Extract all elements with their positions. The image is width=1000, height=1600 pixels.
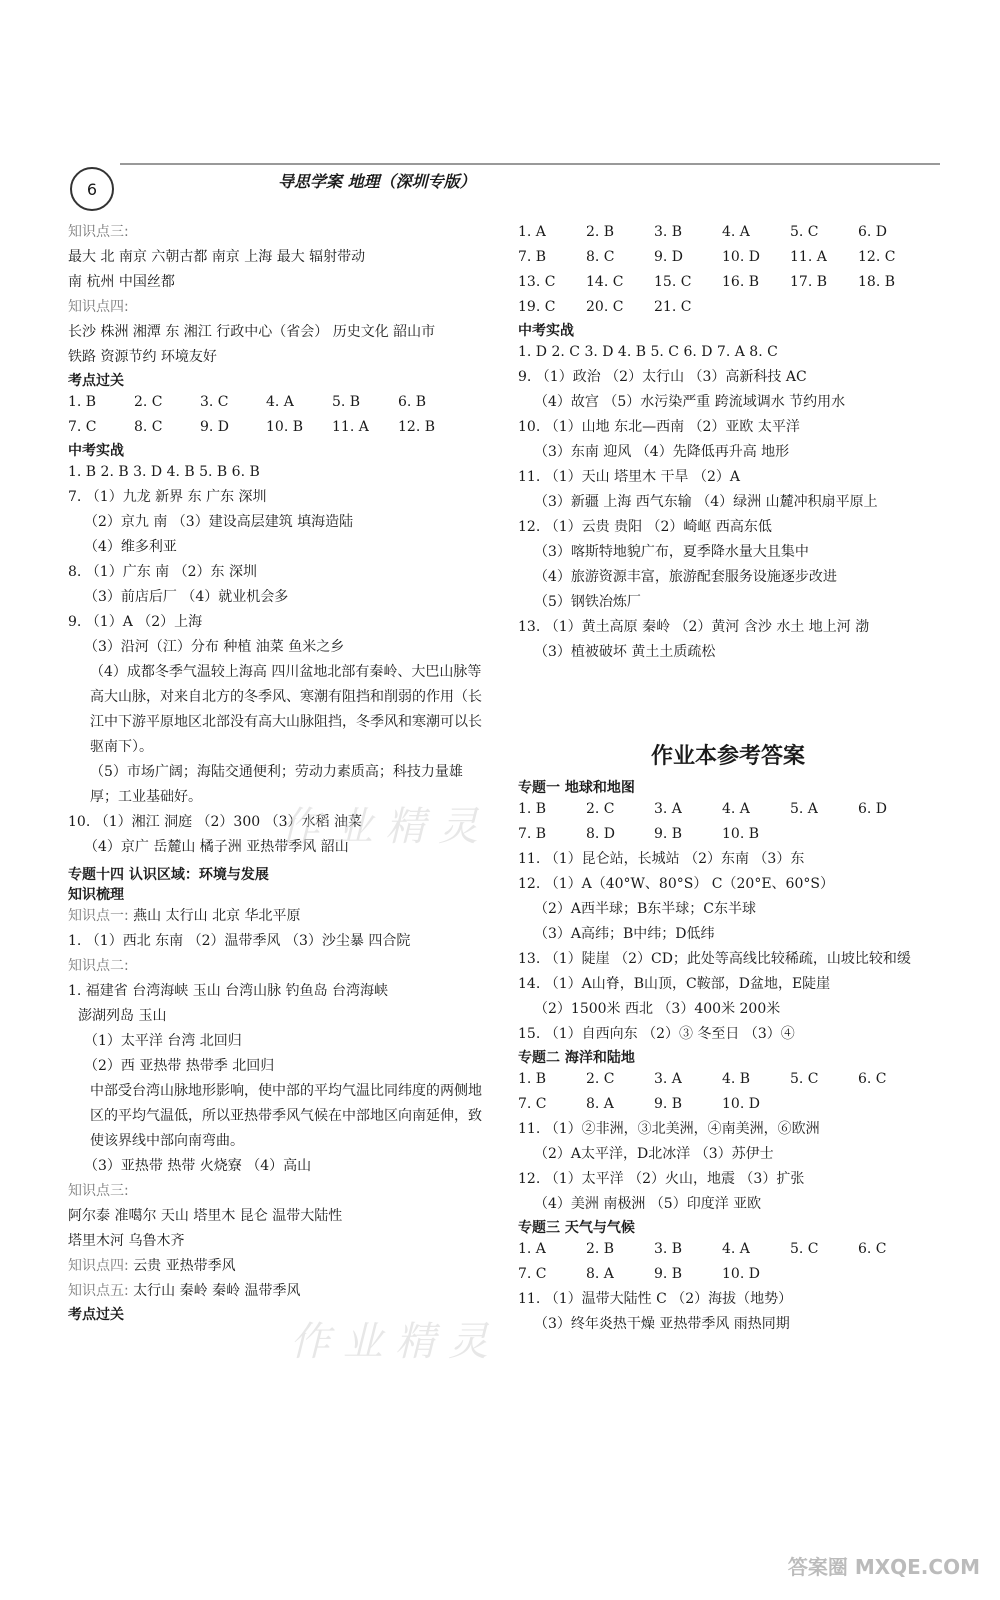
answer-item: 6. D <box>858 224 888 240</box>
text-span: 太行山 秦岭 秦岭 温带季风 <box>133 1283 301 1299</box>
answer-item: 6. C <box>858 1241 887 1257</box>
section-heading: 中考实战 <box>518 323 574 339</box>
text-line: 13. （1）黄土高原 秦岭 （2）黄河 含沙 水土 地上河 渤 <box>518 619 870 635</box>
kp-heading: 知识点三: <box>68 1183 129 1199</box>
text-line: （2）西 亚热带 热带季 北回归 <box>84 1058 275 1074</box>
text-line: 阿尔泰 准噶尔 天山 塔里木 昆仑 温带大陆性 <box>68 1208 343 1224</box>
topic-heading: 专题一 地球和地图 <box>518 780 635 796</box>
section-heading: 知识梳理 <box>68 887 124 903</box>
text-line: （4）美洲 南极洲 （5）印度洋 亚欧 <box>534 1196 762 1212</box>
answer-item: 8. A <box>586 1266 614 1282</box>
answer-item: 9. D <box>200 419 230 435</box>
text-line: 12. （1）A（40°W、80°S） C（20°E、60°S） <box>518 876 834 892</box>
answer-item: 19. C <box>518 299 556 315</box>
answer-item: 1. B <box>518 1071 547 1087</box>
answer-item: 14. C <box>586 274 624 290</box>
answer-item: 5. B <box>332 394 361 410</box>
text-line: 11. （1）昆仑站，长城站 （2）东南 （3）东 <box>518 851 805 867</box>
answer-item: 4. B <box>722 1071 751 1087</box>
answer-item: 5. C <box>790 224 819 240</box>
answer-item: 20. C <box>586 299 624 315</box>
text-line: （4）故宫 （5）水污染严重 跨流域调水 节约用水 <box>534 394 846 410</box>
text-line: 15. （1）自西向东 （2）③ 冬至日 （3）④ <box>518 1026 795 1042</box>
kp-heading: 知识点四: <box>68 1258 129 1274</box>
topic-heading: 专题三 天气与气候 <box>518 1220 635 1236</box>
text-line: 南 杭州 中国丝都 <box>68 274 175 290</box>
text-line: （2）A西半球；B东半球；C东半球 <box>534 901 757 917</box>
answer-item: 2. B <box>586 1241 615 1257</box>
kp-heading: 知识点三: <box>68 224 129 240</box>
answer-item: 7. B <box>518 249 547 265</box>
text-line: 1. D 2. C 3. D 4. B 5. C 6. D 7. A 8. C <box>518 344 778 360</box>
answer-item: 15. C <box>654 274 692 290</box>
paragraph: （4）成都冬季气温较上海高 四川盆地北部有秦岭、大巴山脉等高大山脉，对来自北方的冬季风、寒潮有阻挡和削弱的作用（长江中下游平原地区北部没有高大山脉阻挡，冬季风和寒潮可以长驱南下）。 <box>90 664 482 755</box>
text-line <box>68 904 488 929</box>
answer-grid <box>518 1237 938 1287</box>
kp-heading: 知识点一: <box>68 908 129 924</box>
answer-item: 13. C <box>518 274 556 290</box>
answer-item: 12. C <box>858 249 896 265</box>
text-span: 燕山 太行山 北京 华北平原 <box>133 908 301 924</box>
answer-item: 8. D <box>586 826 616 842</box>
answer-item: 2. C <box>586 1071 615 1087</box>
answer-grid <box>518 1067 938 1117</box>
answer-grid <box>518 797 938 847</box>
answer-item: 3. B <box>654 1241 683 1257</box>
text-line: （3）亚热带 热带 火烧寮 （4）高山 <box>84 1158 312 1174</box>
answer-item: 18. B <box>858 274 896 290</box>
answer-item: 1. A <box>518 1241 546 1257</box>
answer-item: 3. B <box>654 224 683 240</box>
answer-item: 5. C <box>790 1071 819 1087</box>
page-number: 6 <box>70 167 114 211</box>
page-header <box>60 155 940 205</box>
answer-item: 3. C <box>200 394 229 410</box>
answer-item: 3. A <box>654 801 682 817</box>
text-span: 云贵 亚热带季风 <box>133 1258 236 1274</box>
text-line: （3）植被破坏 黄土土质疏松 <box>534 644 716 660</box>
answer-item: 4. A <box>722 801 750 817</box>
text-line: 12. （1）太平洋 （2）火山，地震 （3）扩张 <box>518 1171 805 1187</box>
answer-item: 6. D <box>858 801 888 817</box>
header-rule <box>120 163 940 165</box>
topic-heading: 专题二 海洋和陆地 <box>518 1050 635 1066</box>
watermark: 作 业 精 灵 <box>290 1319 489 1365</box>
right-column <box>518 220 938 1337</box>
text-line <box>68 1254 488 1279</box>
answer-item: 7. C <box>518 1266 547 1282</box>
text-line <box>68 1279 488 1304</box>
text-line: （5）钢铁冶炼厂 <box>534 594 641 610</box>
text-line: （4）维多利亚 <box>84 539 177 555</box>
answer-item: 4. A <box>722 224 750 240</box>
answer-item: 10. D <box>722 249 760 265</box>
text-line: （3）终年炎热干燥 亚热带季风 雨热同期 <box>534 1316 790 1332</box>
text-line: （2）A太平洋，D北冰洋 （3）苏伊士 <box>534 1146 774 1162</box>
text-line: 最大 北 南京 六朝古都 南京 上海 最大 辐射带动 <box>68 249 366 265</box>
text-line: 13. （1）陡崖 （2）CD；此处等高线比较稀疏，山坡比较和缓 <box>518 951 911 967</box>
answer-item: 10. B <box>722 826 760 842</box>
answer-item: 6. C <box>858 1071 887 1087</box>
paragraph: 中部受台湾山脉地形影响，使中部的平均气温比同纬度的两侧地区的平均气温低，所以亚热带季风气候在中部地区向南延伸，致使该界线中部向南弯曲。 <box>90 1083 482 1149</box>
text-line: 8. （1）广东 南 （2）东 深圳 <box>68 564 257 580</box>
text-line: （3）新疆 上海 西气东输 （4）绿洲 山麓冲积扇平原上 <box>534 494 878 510</box>
answer-item: 9. D <box>654 249 684 265</box>
text-line: （1）太平洋 台湾 北回归 <box>84 1033 242 1049</box>
answer-item: 9. B <box>654 1096 683 1112</box>
text-line: （3）沿河（江）分布 种植 油菜 鱼米之乡 <box>84 639 345 655</box>
text-line: 1. 福建省 台湾海峡 玉山 台湾山脉 钓鱼岛 台湾海峡 <box>68 983 389 999</box>
answer-item: 7. B <box>518 826 547 842</box>
answer-item: 3. A <box>654 1071 682 1087</box>
answer-item: 2. C <box>134 394 163 410</box>
answer-item: 1. B <box>68 394 97 410</box>
answer-item: 12. B <box>398 419 436 435</box>
answer-item: 9. B <box>654 1266 683 1282</box>
text-line: 塔里木河 乌鲁木齐 <box>68 1233 185 1249</box>
text-line: 7. （1）九龙 新界 东 广东 深圳 <box>68 489 267 505</box>
answer-item: 6. B <box>398 394 427 410</box>
answer-item: 1. B <box>518 801 547 817</box>
text-line: （3）A高纬；B中纬；D低纬 <box>534 926 715 942</box>
text-line: （3）喀斯特地貌广布，夏季降水量大且集中 <box>534 544 809 560</box>
workbook-answers-title: 作业本参考答案 <box>650 744 805 769</box>
answer-item: 5. A <box>790 801 818 817</box>
answer-item: 10. D <box>722 1266 760 1282</box>
kp-heading: 知识点四: <box>68 299 129 315</box>
answer-item: 4. A <box>266 394 294 410</box>
answer-item: 2. B <box>586 224 615 240</box>
book-title: 导思学案 地理（深圳专版） <box>278 172 476 191</box>
answer-item: 8. A <box>586 1096 614 1112</box>
text-line: （4）旅游资源丰富，旅游配套服务设施逐步改进 <box>534 569 837 585</box>
answer-grid <box>518 220 938 320</box>
kp-heading: 知识点五: <box>68 1283 129 1299</box>
text-line: 11. （1）②非洲，③北美洲，④南美洲，⑥欧洲 <box>518 1121 820 1137</box>
answer-item: 11. A <box>790 249 827 265</box>
text-line: （4）京广 岳麓山 橘子洲 亚热带季风 韶山 <box>84 839 349 855</box>
section-heading: 考点过关 <box>68 373 124 389</box>
section-heading: 中考实战 <box>68 443 124 459</box>
watermark: 作 业 精 灵 <box>280 804 479 850</box>
answer-item: 10. B <box>266 419 304 435</box>
section-heading: 考点过关 <box>68 1307 124 1323</box>
site-logo: 答案圈 MXQE.COM <box>787 1555 980 1579</box>
answer-item: 2. C <box>586 801 615 817</box>
text-line: 铁路 资源节约 环境友好 <box>68 349 217 365</box>
answer-item: 5. C <box>790 1241 819 1257</box>
text-line: 澎湖列岛 玉山 <box>78 1008 167 1024</box>
text-line: 10. （1）湘江 洞庭 （2）300 （3）水稻 油菜 <box>68 814 362 830</box>
answer-item: 4. A <box>722 1241 750 1257</box>
answer-item: 7. C <box>518 1096 547 1112</box>
left-column <box>68 220 488 1324</box>
text-line: 1. （1）西北 东南 （2）温带季风 （3）沙尘暴 四合院 <box>68 933 411 949</box>
text-line: （2）1500米 西北 （3）400米 200米 <box>534 1001 781 1017</box>
answer-item: 10. D <box>722 1096 760 1112</box>
text-line: （2）京九 南 （3）建设高层建筑 填海造陆 <box>84 514 354 530</box>
answer-item: 7. C <box>68 419 97 435</box>
answer-item: 9. B <box>654 826 683 842</box>
answer-item: 21. C <box>654 299 692 315</box>
answer-item: 8. C <box>134 419 163 435</box>
answer-item: 11. A <box>332 419 369 435</box>
text-line: 长沙 株洲 湘潭 东 湘江 行政中心（省会） 历史文化 韶山市 <box>68 324 436 340</box>
paragraph: （5）市场广阔；海陆交通便利；劳动力素质高；科技力量雄厚；工业基础好。 <box>90 764 463 805</box>
text-line: 9. （1）A （2）上海 <box>68 614 203 630</box>
answer-item: 8. C <box>586 249 615 265</box>
kp-heading: 知识点二: <box>68 958 129 974</box>
text-line: 10. （1）山地 东北—西南 （2）亚欧 太平洋 <box>518 419 800 435</box>
text-line: 14. （1）A山脊，B山顶，C鞍部，D盆地，E陡崖 <box>518 976 831 992</box>
text-line: 12. （1）云贵 贵阳 （2）崎岖 西高东低 <box>518 519 772 535</box>
answer-item: 16. B <box>722 274 760 290</box>
topic-heading: 专题十四 认识区域：环境与发展 <box>68 867 269 883</box>
text-line: （3）东南 迎风 （4）先降低再升高 地形 <box>534 444 790 460</box>
answer-item: 1. A <box>518 224 546 240</box>
text-line: （3）前店后厂 （4）就业机会多 <box>84 589 289 605</box>
text-line: 11. （1）天山 塔里木 干旱 （2）A <box>518 469 740 485</box>
text-line: 11. （1）温带大陆性 C （2）海拔（地势） <box>518 1291 793 1307</box>
answer-item: 17. B <box>790 274 828 290</box>
text-line: 9. （1）政治 （2）太行山 （3）高新科技 AC <box>518 369 807 385</box>
answer-grid <box>68 390 488 440</box>
text-line: 1. B 2. B 3. D 4. B 5. B 6. B <box>68 464 260 480</box>
